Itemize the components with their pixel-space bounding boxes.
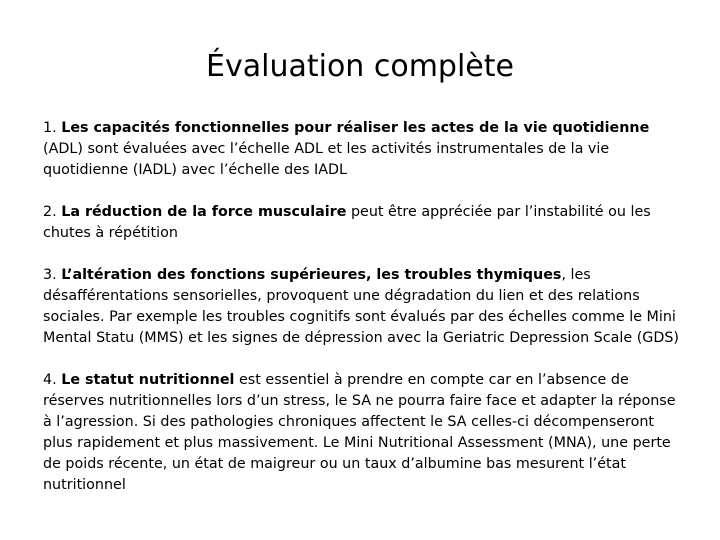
paragraph-text: (ADL) sont évaluées avec l’échelle ADL et les activités instrumentales de la vie quotidienne (IADL) avec l’échelle des IADL bbox=[43, 141, 610, 178]
paragraph-number: 2. bbox=[43, 204, 57, 220]
slide-title: Évaluation complète bbox=[206, 49, 514, 84]
paragraph-4 bbox=[43, 370, 688, 496]
paragraph-2 bbox=[43, 202, 688, 244]
paragraph-text: , les désafférentations sensorielles, provoquent une dégradation du lien et des relations sociales. Par exemple les troubles cognitifs sont évalués par des échelles comme le Mini Mental Statu (MMS) et les signes de dépression avec la Geriatric Depression Scale (GDS) bbox=[43, 267, 680, 346]
paragraph-1 bbox=[43, 118, 688, 181]
paragraph-bold-text: L’altération des fonctions supérieures, les troubles thymiques bbox=[61, 267, 562, 283]
paragraph-number: 4. bbox=[43, 372, 57, 388]
paragraph-number: 3. bbox=[43, 267, 57, 283]
paragraph-bold-text: La réduction de la force musculaire bbox=[61, 204, 347, 220]
paragraph-3 bbox=[43, 265, 688, 349]
paragraph-bold-text: Les capacités fonctionnelles pour réaliser les actes de la vie quotidienne bbox=[61, 120, 650, 136]
paragraph-bold-text: Le statut nutritionnel bbox=[61, 372, 235, 388]
paragraph-text: peut être appréciée par l’instabilité ou les chutes à répétition bbox=[43, 204, 651, 241]
slide-content bbox=[43, 118, 688, 496]
paragraph-text: est essentiel à prendre en compte car en l’absence de réserves nutritionnelles lors d’un stress, le SA ne pourra faire face et adapter la réponse à l’agression. Si des pathologies chroniques affectent le SA celles-ci décompenseront plus rapidement et plus massivement. Le Mini Nutritional Assessment (MNA), une perte de poids récente, un état de maigreur ou un taux d’albumine bas mesurent l’état nutritionnel bbox=[43, 372, 676, 493]
paragraph-number: 1. bbox=[43, 120, 57, 136]
